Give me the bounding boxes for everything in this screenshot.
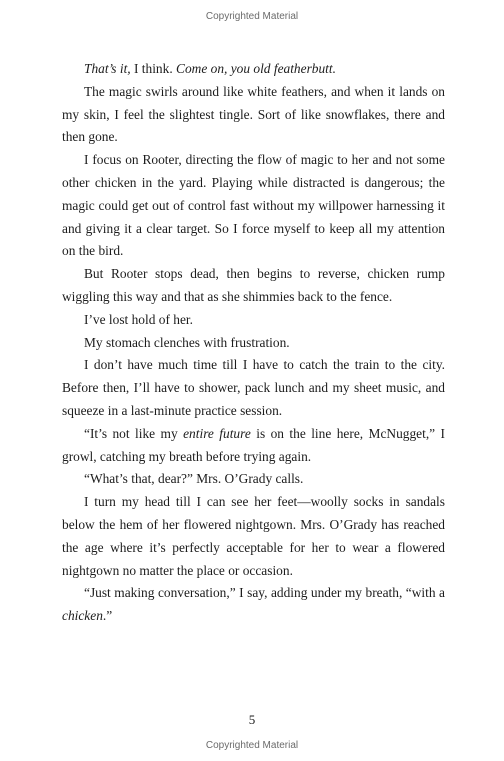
paragraph-5: I’ve lost hold of her. bbox=[84, 311, 193, 327]
text-run: “Just making conversation,” I say, adding under my breath, “with a bbox=[84, 585, 445, 601]
copyright-header: Copyrighted Material bbox=[205, 11, 299, 22]
paragraph-4: But Rooter stops dead, then begins to reverse, chicken rump wiggling this way and that as she shimmies back to the fence. bbox=[62, 266, 445, 304]
text-run: .” bbox=[102, 608, 113, 624]
paragraph-9: “What’s that, dear?” Mrs. O’Grady calls. bbox=[84, 471, 304, 487]
italic-phrase: That’s it, bbox=[84, 61, 131, 76]
paragraph-7: I don’t have much time till I have to catch the train to the city. Before then, I’ll have to shower, pack lunch and my sheet music, and squeeze in a last-minute practice session. bbox=[62, 357, 445, 418]
paragraph-11 bbox=[62, 582, 445, 628]
paragraph-6: My stomach clenches with frustration. bbox=[84, 334, 290, 350]
text-run: “It’s not like my bbox=[84, 425, 184, 441]
page-number: 5 bbox=[248, 712, 256, 727]
paragraph-3: I focus on Rooter, directing the flow of magic to her and not some other chicken in the yard. Playing while distracted is dangerous; the magic could get out of control fast without my willpower harnessing it and giving it a clear target. So I force myself to keep all my attention on the bird. bbox=[62, 152, 445, 259]
italic-phrase: Come on, you old featherbutt. bbox=[176, 61, 336, 76]
paragraph-1 bbox=[62, 58, 445, 81]
text-run: I think. bbox=[130, 61, 177, 76]
italic-phrase: entire future bbox=[183, 425, 251, 441]
paragraph-8 bbox=[62, 423, 445, 469]
paragraph-2: The magic swirls around like white feathers, and when it lands on my skin, I feel the slightest tingle. Sort of like snowflakes, there and then gone. bbox=[62, 83, 445, 145]
italic-phrase: chicken bbox=[62, 608, 103, 624]
copyright-footer: Copyrighted Material bbox=[205, 740, 299, 751]
body-text bbox=[62, 58, 445, 628]
paragraph-10: I turn my head till I can see her feet—woolly socks in sandals below the hem of her flowered nightgown. Mrs. O’Grady has reached the age where it’s perfectly acceptable for her to wear a flowered nightgown no matter the place or occasion. bbox=[62, 494, 445, 578]
text-run: is on the line here, McNugget,” I growl, catching my breath before trying again. bbox=[62, 425, 446, 464]
